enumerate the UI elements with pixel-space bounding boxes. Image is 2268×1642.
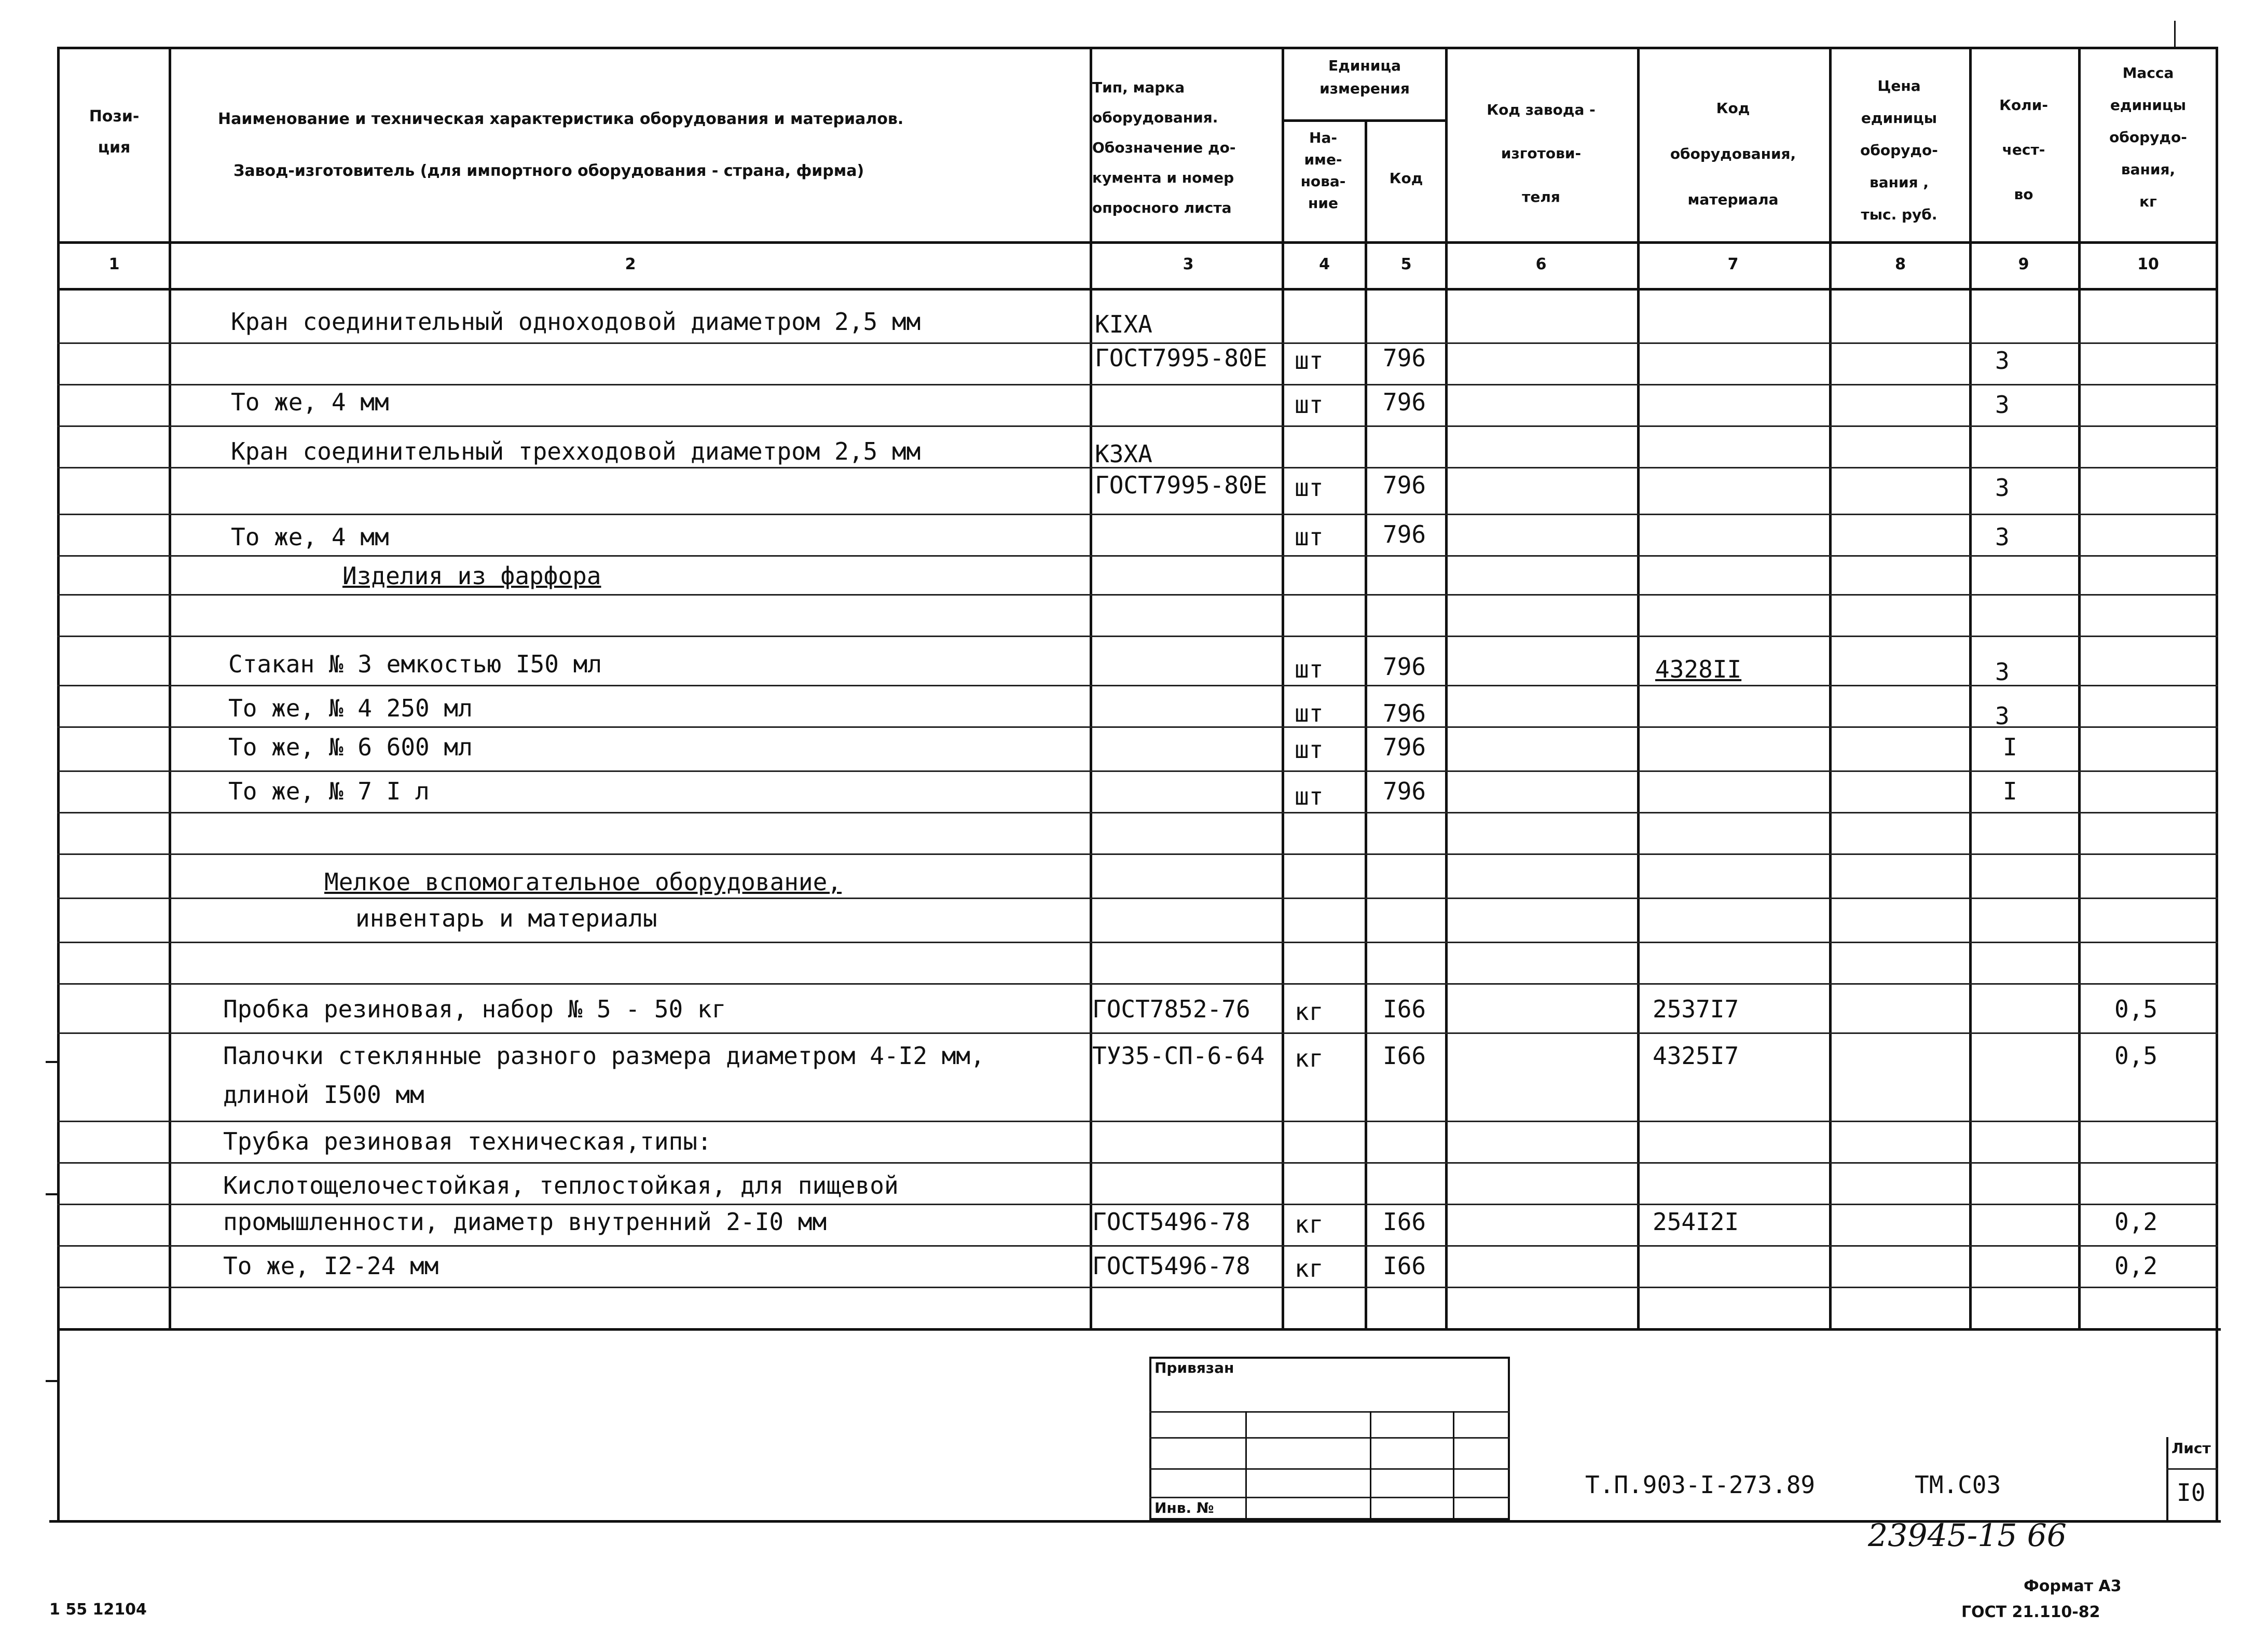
row-line	[57, 770, 2218, 772]
section-title-porcelain: Изделия из фарфора	[342, 562, 601, 590]
item-type: КIХА	[1095, 310, 1152, 338]
sheet-number: I0	[2177, 1479, 2206, 1507]
item-unit: шт	[1295, 347, 1324, 375]
header-col6: Код завода - изготови- теля	[1487, 101, 1596, 205]
item-code: 796	[1383, 520, 1426, 548]
item-type: ГОСТ5496-78	[1092, 1208, 1250, 1236]
item-unit: кг	[1295, 1210, 1324, 1238]
item-qty: 3	[1995, 702, 2010, 730]
row-line	[57, 983, 2218, 985]
colnum-1: 1	[108, 255, 120, 273]
item-name: длиной I500 мм	[223, 1081, 424, 1109]
row-line	[57, 1245, 2218, 1247]
item-mass: 0,5	[2114, 995, 2158, 1023]
row-line	[57, 726, 2218, 728]
item-code: 796	[1383, 733, 1426, 761]
grid-body-bottom	[57, 1328, 2221, 1331]
attached-label: Привязан	[1154, 1359, 1234, 1376]
margin-tick	[46, 1061, 57, 1063]
item-code: 796	[1383, 653, 1426, 681]
sheet-label: Лист	[2171, 1440, 2211, 1457]
top-right-tick	[2174, 21, 2176, 47]
item-name: То же, № 7 I л	[228, 777, 430, 805]
row-line	[57, 1204, 2218, 1205]
title-block-line	[1149, 1437, 1510, 1439]
document-suffix: ТМ.С03	[1915, 1471, 2001, 1499]
row-line	[57, 812, 2218, 813]
item-name: То же, № 6 600 мл	[228, 733, 473, 761]
item-name: Кран соединительный трехходовой диаметром 2,5 мм	[231, 437, 921, 465]
item-unit: шт	[1295, 523, 1324, 551]
item-name: Пробка резиновая, набор № 5 - 50 кг	[223, 995, 726, 1023]
item-unit: шт	[1295, 391, 1324, 419]
item-code: 796	[1383, 471, 1426, 499]
item-code: I66	[1383, 1042, 1426, 1070]
footer-left-code: 1 55 12104	[49, 1600, 147, 1619]
document-code: Т.П.903-I-273.89	[1585, 1471, 1816, 1499]
grid-header-bottom	[57, 241, 2218, 244]
footer-format: Формат А3	[2024, 1577, 2122, 1595]
item-unit: кг	[1295, 998, 1324, 1026]
row-line	[57, 1032, 2218, 1034]
header-col5: Код	[1389, 170, 1423, 187]
colnum-2: 2	[625, 255, 636, 273]
header-col9: Коли- чест- во	[1999, 96, 2048, 203]
row-line	[57, 636, 2218, 637]
grid-top	[57, 47, 2218, 49]
margin-tick	[46, 1193, 57, 1195]
grid-v0	[57, 47, 60, 1523]
row-line	[57, 685, 2218, 686]
item-code: 796	[1383, 344, 1426, 372]
footer-gost: ГОСТ 21.110-82	[1961, 1603, 2100, 1621]
colnum-8: 8	[1895, 255, 1906, 273]
colnum-3: 3	[1183, 255, 1194, 273]
item-type: ГОСТ5496-78	[1092, 1252, 1250, 1280]
row-line	[57, 898, 2218, 899]
row-line	[57, 1162, 2218, 1164]
item-mass: 0,2	[2114, 1252, 2158, 1280]
row-line	[57, 853, 2218, 855]
item-material-code: 4328II	[1655, 655, 1742, 683]
row-line	[57, 555, 2218, 557]
title-block-line	[1149, 1468, 1510, 1470]
item-type: ГОСТ7995-80Е	[1095, 471, 1268, 499]
header-col4: На- име- нова- ние	[1300, 129, 1346, 212]
colnum-5: 5	[1400, 255, 1412, 273]
grid-v3	[1282, 47, 1284, 1328]
grid-v1	[169, 47, 171, 1328]
item-qty: 3	[1995, 523, 2010, 551]
title-block-line	[1149, 1411, 1510, 1413]
item-unit: кг	[1295, 1044, 1324, 1072]
row-line	[57, 384, 2218, 385]
section-title-aux-line1: Мелкое вспомогательное оборудование,	[324, 868, 842, 896]
row-line	[57, 514, 2218, 515]
item-code: 796	[1383, 388, 1426, 416]
item-qty: 3	[1995, 391, 2010, 419]
grid-v8	[1969, 47, 1972, 1328]
row-line	[57, 594, 2218, 596]
header-col10: Масса единицы оборудо- вания, кг	[2109, 64, 2187, 210]
item-name: Палочки стеклянные разного размера диаметром 4-I2 мм,	[223, 1042, 985, 1070]
colnum-10: 10	[2137, 255, 2159, 273]
sheet-box-line	[2166, 1468, 2218, 1470]
item-code: 796	[1383, 777, 1426, 805]
row-line	[57, 1287, 2218, 1288]
item-name: То же, 4 мм	[231, 388, 389, 416]
header-col1: Пози- ция	[89, 107, 140, 157]
header-unit: Единица измерения	[1319, 57, 1410, 97]
item-mass: 0,2	[2114, 1208, 2158, 1236]
colnum-6: 6	[1535, 255, 1547, 273]
item-type: ГОСТ7995-80Е	[1095, 344, 1268, 372]
item-type: ГОСТ7852-76	[1092, 995, 1250, 1023]
row-line	[57, 942, 2218, 943]
header-col3: Тип, марка оборудования. Обозначение до- кумента и номер опросного листа	[1092, 79, 1236, 216]
item-qty: I	[2003, 733, 2017, 761]
handwritten-number: 23945-15 66	[1868, 1517, 2067, 1554]
grid-v5	[1445, 47, 1448, 1328]
title-block-vline	[1245, 1411, 1247, 1520]
item-code: I66	[1383, 1252, 1426, 1280]
item-unit: шт	[1295, 699, 1324, 727]
margin-tick	[46, 1380, 57, 1382]
item-unit: шт	[1295, 782, 1324, 810]
item-code: I66	[1383, 1208, 1426, 1236]
item-code: I66	[1383, 995, 1426, 1023]
item-type: КЗХА	[1095, 440, 1152, 468]
item-material-code: 254I2I	[1653, 1208, 1739, 1236]
item-material-code: 2537I7	[1653, 995, 1739, 1023]
grid-v4	[1365, 119, 1367, 1328]
grid-v9	[2078, 47, 2081, 1328]
item-unit: шт	[1295, 474, 1324, 502]
item-qty: 3	[1995, 658, 2010, 686]
colnum-4: 4	[1319, 255, 1330, 273]
grid-v6	[1637, 47, 1640, 1328]
item-name: То же, 4 мм	[231, 523, 389, 551]
grid-v7	[1829, 47, 1832, 1328]
section-title-aux-line2: инвентарь и материалы	[355, 904, 657, 932]
item-qty: I	[2003, 777, 2017, 805]
item-unit: шт	[1295, 655, 1324, 683]
item-unit: кг	[1295, 1254, 1324, 1282]
item-material-code: 4325I7	[1653, 1042, 1739, 1070]
title-block-vline	[1370, 1411, 1371, 1520]
colnum-9: 9	[2018, 255, 2029, 273]
item-name: То же, I2-24 мм	[223, 1252, 439, 1280]
row-line	[57, 1121, 2218, 1122]
header-col8: Цена единицы оборудо- вания , тыс. руб.	[1860, 77, 1938, 223]
item-name: Стакан № 3 емкостью I50 мл	[228, 650, 602, 678]
inventory-label: Инв. №	[1154, 1499, 1214, 1516]
grid-v10	[2216, 47, 2218, 1523]
item-name: То же, № 4 250 мл	[228, 694, 473, 722]
item-type: ТУ35-СП-6-64	[1092, 1042, 1265, 1070]
item-mass: 0,5	[2114, 1042, 2158, 1070]
item-name: Кислотощелочестойкая, теплостойкая, для пищевой	[223, 1171, 899, 1199]
header-col2: Наименование и техническая характеристика оборудования и материалов. Завод-изготовитель (для импортного оборудования - страна, фирма)	[218, 110, 904, 180]
item-unit: шт	[1295, 736, 1324, 764]
row-line	[57, 425, 2218, 427]
title-block-line	[1149, 1497, 1510, 1498]
item-name: Трубка резиновая техническая,типы:	[223, 1127, 712, 1155]
item-qty: 3	[1995, 474, 2010, 502]
item-name: промышленности, диаметр внутренний 2-I0 мм	[223, 1208, 827, 1236]
grid-numbers-bottom	[57, 288, 2218, 291]
item-qty: 3	[1995, 347, 2010, 375]
title-block-vline	[1453, 1411, 1454, 1520]
grid-v2	[1090, 47, 1092, 1328]
header-col7: Код оборудования, материала	[1670, 100, 1796, 208]
item-code: 796	[1383, 699, 1426, 727]
colnum-7: 7	[1727, 255, 1739, 273]
item-name: Кран соединительный одноходовой диаметром 2,5 мм	[231, 308, 921, 336]
